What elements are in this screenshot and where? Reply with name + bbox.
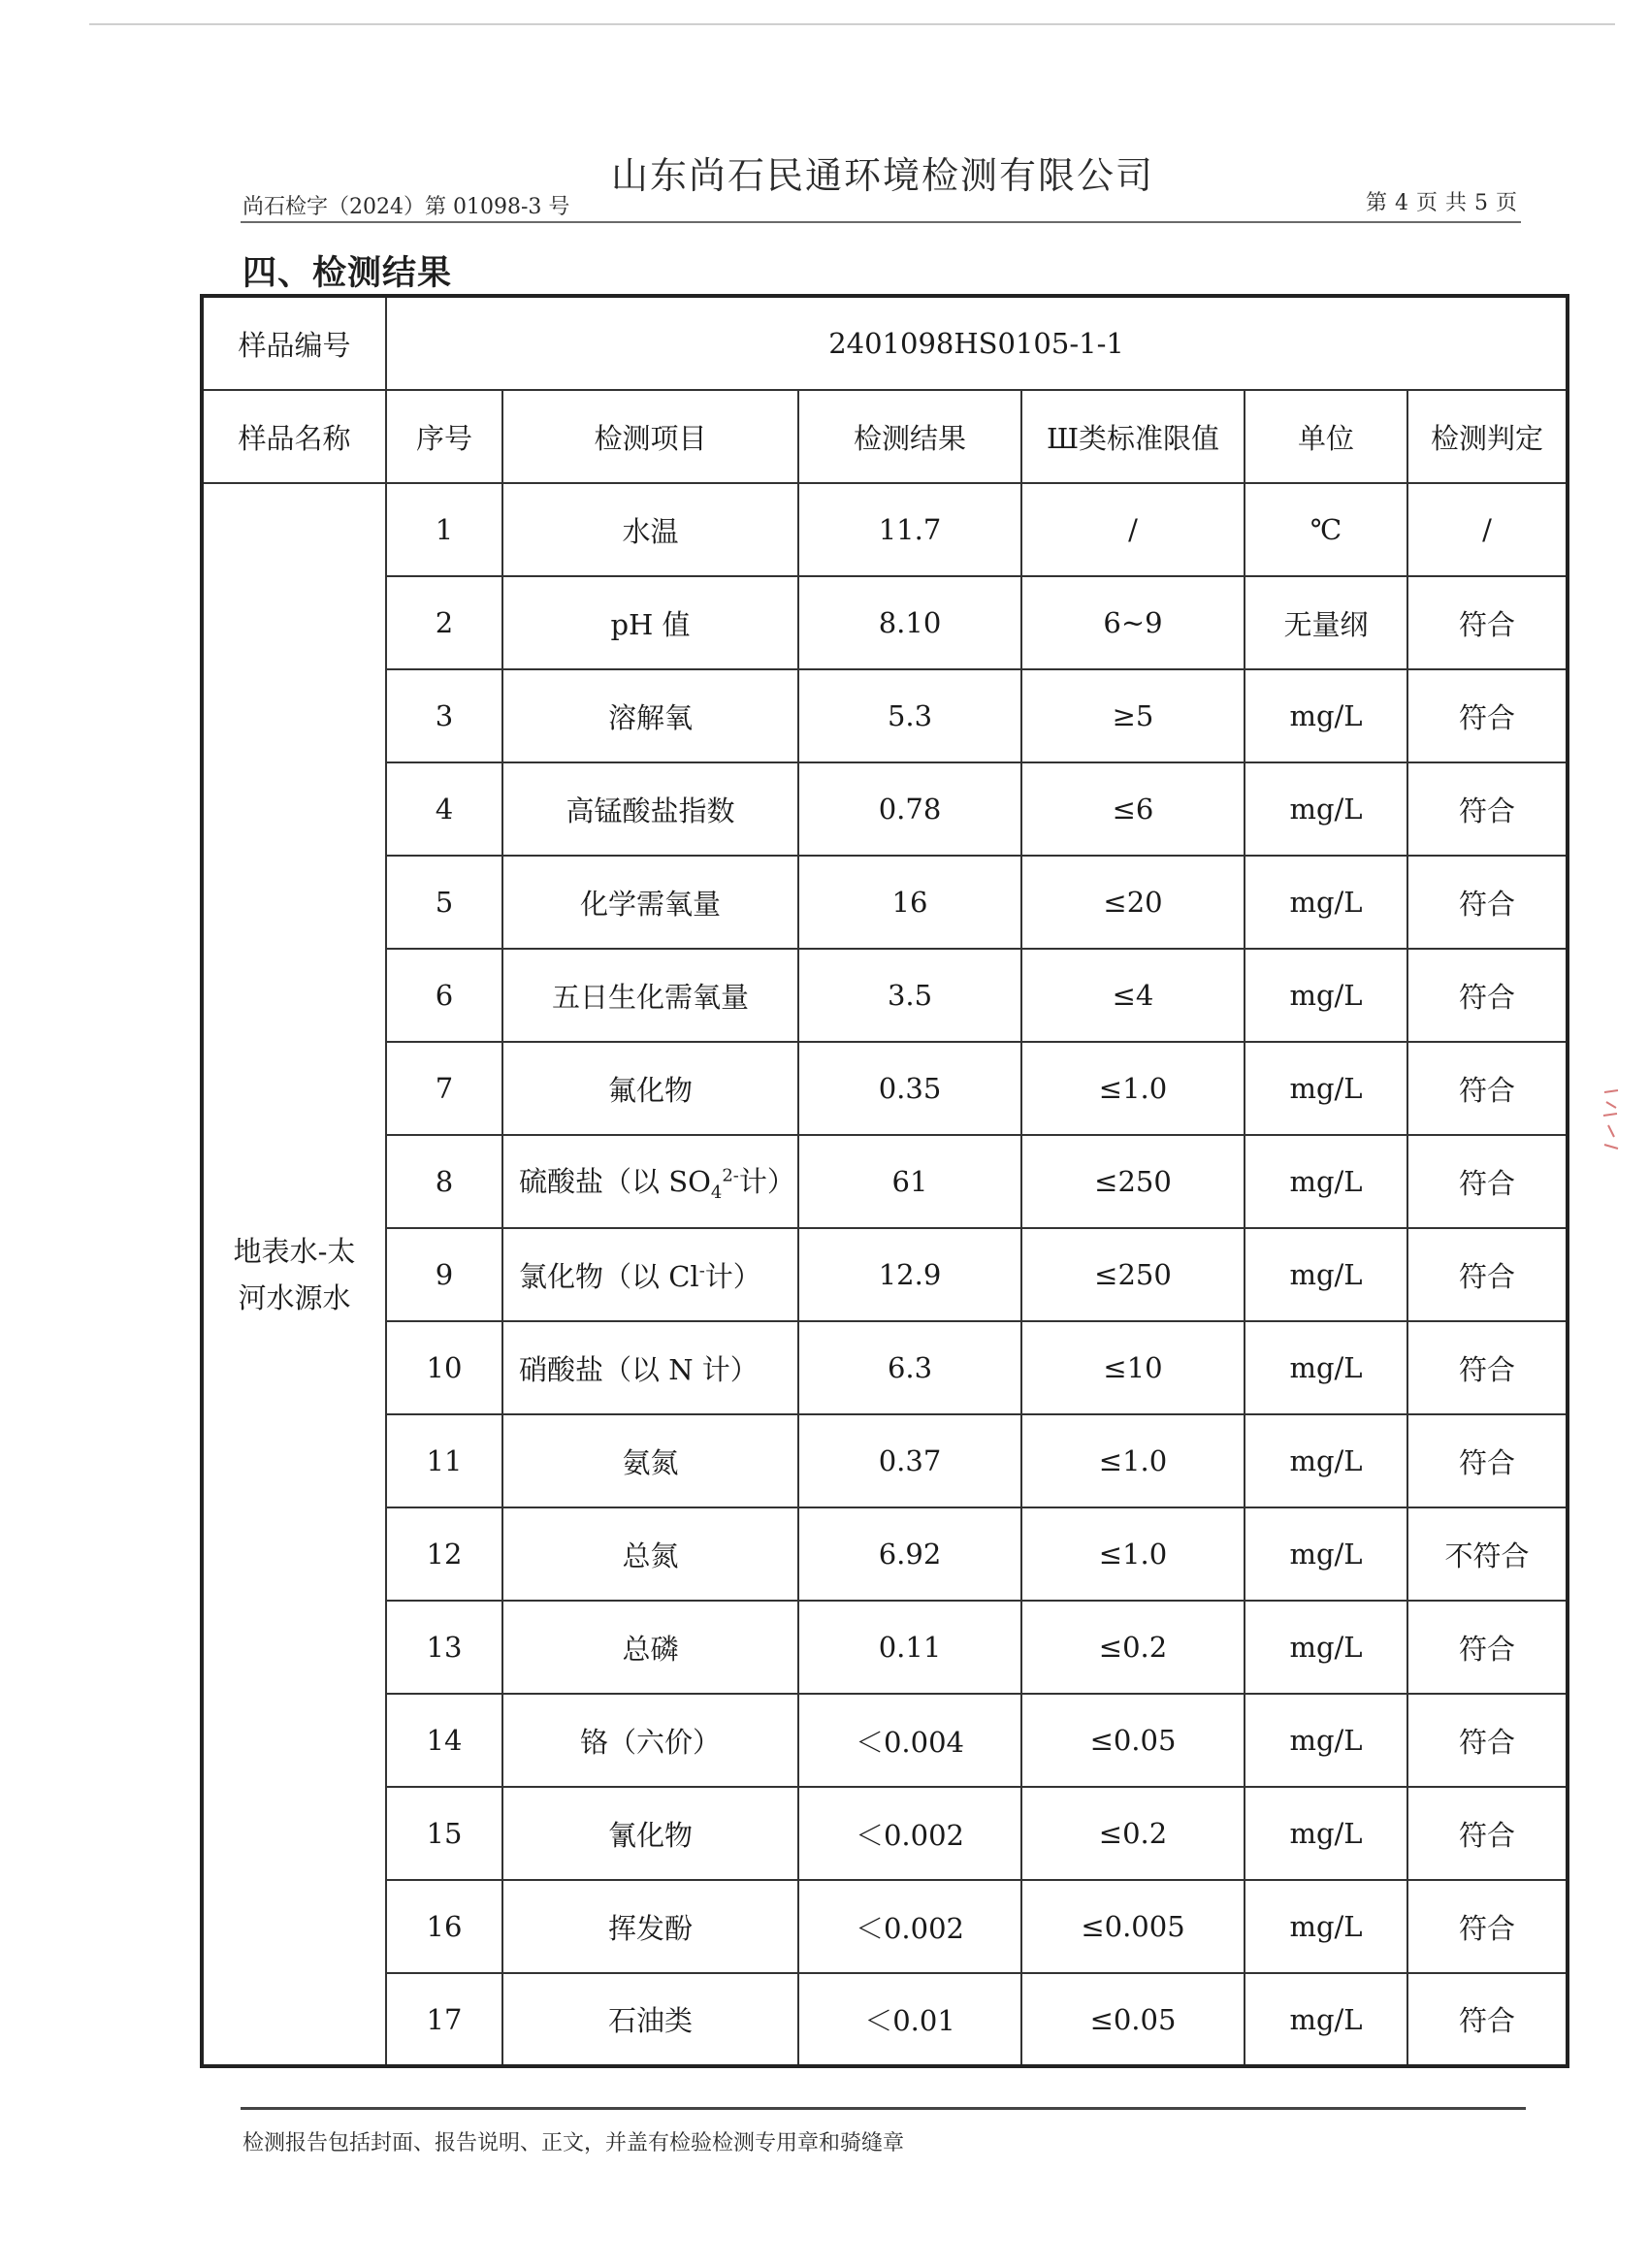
verdict-value: 符合	[1407, 1228, 1568, 1321]
verdict-value: 符合	[1407, 1787, 1568, 1880]
col-header-verdict: 检测判定	[1407, 390, 1568, 483]
result-value: ＜0.01	[798, 1973, 1021, 2066]
row-number: 17	[386, 1973, 502, 2066]
table-row	[202, 1042, 1568, 1135]
verdict-value: 符合	[1407, 1414, 1568, 1507]
verdict-value: 符合	[1407, 762, 1568, 856]
item-name: 氨氮	[502, 1414, 798, 1507]
limit-value: ≤0.2	[1021, 1601, 1245, 1694]
item-name	[502, 1135, 798, 1228]
result-value: 0.37	[798, 1414, 1021, 1507]
limit-value: ≤10	[1021, 1321, 1245, 1414]
verdict-value: 符合	[1407, 1694, 1568, 1787]
table-row	[202, 1694, 1568, 1787]
limit-value: ≤1.0	[1021, 1042, 1245, 1135]
limit-value: ≥5	[1021, 669, 1245, 762]
footer-note: 检测报告包括封面、报告说明、正文，并盖有检验检测专用章和骑缝章	[242, 2131, 905, 2155]
seal-edge-mark	[1600, 1086, 1622, 1154]
limit-value: ≤0.05	[1021, 1973, 1245, 2066]
unit-value: mg/L	[1245, 1601, 1407, 1694]
table-row	[202, 576, 1568, 669]
unit-value: mg/L	[1245, 856, 1407, 949]
result-value: 0.35	[798, 1042, 1021, 1135]
item-name: 化学需氧量	[502, 856, 798, 949]
sample-id-value: 2401098HS0105-1-1	[386, 296, 1568, 390]
item-name: 高锰酸盐指数	[502, 762, 798, 856]
limit-value: ≤1.0	[1021, 1507, 1245, 1601]
col-header-item: 检测项目	[502, 390, 798, 483]
row-number: 2	[386, 576, 502, 669]
verdict-value: 不符合	[1407, 1507, 1568, 1601]
col-header-sample-name: 样品名称	[202, 390, 386, 483]
result-value: 5.3	[798, 669, 1021, 762]
limit-value: ≤0.05	[1021, 1694, 1245, 1787]
unit-value: mg/L	[1245, 1507, 1407, 1601]
item-name: 氰化物	[502, 1787, 798, 1880]
page-total: 5	[1473, 191, 1488, 215]
unit-value: mg/L	[1245, 669, 1407, 762]
result-value: ＜0.004	[798, 1694, 1021, 1787]
table-row	[202, 1414, 1568, 1507]
item-name: pH 值	[502, 576, 798, 669]
page-label-prefix: 第	[1365, 191, 1387, 215]
table-row	[202, 669, 1568, 762]
verdict-value: 符合	[1407, 1135, 1568, 1228]
row-number: 5	[386, 856, 502, 949]
unit-value: mg/L	[1245, 1880, 1407, 1973]
result-value: 8.10	[798, 576, 1021, 669]
table-row	[202, 949, 1568, 1042]
result-value: 3.5	[798, 949, 1021, 1042]
limit-value: ≤250	[1021, 1135, 1245, 1228]
item-name: 铬（六价）	[502, 1694, 798, 1787]
item-name: 挥发酚	[502, 1880, 798, 1973]
limit-value: 6~9	[1021, 576, 1245, 669]
col-header-unit: 单位	[1245, 390, 1407, 483]
table-row	[202, 1973, 1568, 2066]
column-header-row	[202, 390, 1568, 483]
unit-value: mg/L	[1245, 762, 1407, 856]
limit-value: ≤0.005	[1021, 1880, 1245, 1973]
row-number: 7	[386, 1042, 502, 1135]
item-name: 水温	[502, 483, 798, 576]
row-number: 6	[386, 949, 502, 1042]
table-row	[202, 1601, 1568, 1694]
result-value: 12.9	[798, 1228, 1021, 1321]
unit-value: mg/L	[1245, 1228, 1407, 1321]
item-name: 总磷	[502, 1601, 798, 1694]
result-value: 0.78	[798, 762, 1021, 856]
item-name: 总氮	[502, 1507, 798, 1601]
row-number: 1	[386, 483, 502, 576]
verdict-value: 符合	[1407, 669, 1568, 762]
row-number: 12	[386, 1507, 502, 1601]
limit-value: ≤250	[1021, 1228, 1245, 1321]
col-header-result: 检测结果	[798, 390, 1021, 483]
company-name: 山东尚石民通环境检测有限公司	[610, 154, 1154, 197]
top-divider	[89, 23, 1615, 25]
table-row	[202, 856, 1568, 949]
row-number: 13	[386, 1601, 502, 1694]
unit-value: mg/L	[1245, 1414, 1407, 1507]
item-name: 五日生化需氧量	[502, 949, 798, 1042]
table-row	[202, 1228, 1568, 1321]
sample-name-line-2: 河水源水	[238, 1280, 351, 1314]
item-name-prefix: 硫酸盐（以 SO	[519, 1165, 711, 1199]
row-number: 8	[386, 1135, 502, 1228]
limit-value: ≤1.0	[1021, 1414, 1245, 1507]
result-value: ＜0.002	[798, 1880, 1021, 1973]
item-name	[502, 1228, 798, 1321]
limit-value: ≤20	[1021, 856, 1245, 949]
table-row	[202, 1787, 1568, 1880]
limit-value: /	[1021, 483, 1245, 576]
verdict-value: 符合	[1407, 1042, 1568, 1135]
page-indicator	[1362, 186, 1521, 216]
result-value: 11.7	[798, 483, 1021, 576]
unit-value: ℃	[1245, 483, 1407, 576]
verdict-value: 符合	[1407, 1880, 1568, 1973]
item-name: 石油类	[502, 1973, 798, 2066]
verdict-value: /	[1407, 483, 1568, 576]
verdict-value: 符合	[1407, 1973, 1568, 2066]
unit-value: mg/L	[1245, 1321, 1407, 1414]
page-label-total-prefix: 共	[1444, 191, 1467, 215]
result-value: 16	[798, 856, 1021, 949]
result-value: 0.11	[798, 1601, 1021, 1694]
row-number: 14	[386, 1694, 502, 1787]
verdict-value: 符合	[1407, 856, 1568, 949]
results-table	[200, 294, 1569, 2068]
report-number: 尚石检字（2024）第 01098-3 号	[242, 195, 570, 219]
item-name-superscript: 2-	[722, 1165, 739, 1186]
page-label-unit-2: 页	[1495, 191, 1517, 215]
footer-divider	[241, 2107, 1526, 2110]
row-number: 9	[386, 1228, 502, 1321]
verdict-value: 符合	[1407, 1321, 1568, 1414]
row-number: 15	[386, 1787, 502, 1880]
table-row	[202, 762, 1568, 856]
row-number: 10	[386, 1321, 502, 1414]
result-value: 6.92	[798, 1507, 1021, 1601]
row-number: 4	[386, 762, 502, 856]
sample-id-row	[202, 296, 1568, 390]
table-row	[202, 1321, 1568, 1414]
result-value: 6.3	[798, 1321, 1021, 1414]
table-row	[202, 1880, 1568, 1973]
row-number: 3	[386, 669, 502, 762]
limit-value: ≤4	[1021, 949, 1245, 1042]
verdict-value: 符合	[1407, 1601, 1568, 1694]
section-title: 四、检测结果	[242, 254, 453, 293]
item-name: 溶解氧	[502, 669, 798, 762]
limit-value: ≤0.2	[1021, 1787, 1245, 1880]
table-row	[202, 483, 1568, 576]
table-row	[202, 1135, 1568, 1228]
page-label-unit: 页	[1415, 191, 1438, 215]
table-row	[202, 1507, 1568, 1601]
item-name-suffix: 计）	[738, 1165, 795, 1199]
sample-name-line-1: 地表水-太	[233, 1234, 356, 1268]
col-header-no: 序号	[386, 390, 502, 483]
page-current: 4	[1394, 191, 1408, 215]
result-value: ＜0.002	[798, 1787, 1021, 1880]
item-name: 氟化物	[502, 1042, 798, 1135]
unit-value: mg/L	[1245, 1135, 1407, 1228]
unit-value: mg/L	[1245, 1973, 1407, 2066]
item-name-subscript: 4	[710, 1182, 723, 1203]
unit-value: mg/L	[1245, 1694, 1407, 1787]
item-name-suffix: 计）	[704, 1259, 761, 1293]
unit-value: 无量纲	[1245, 576, 1407, 669]
item-name-superscript: -	[698, 1259, 705, 1280]
row-number: 16	[386, 1880, 502, 1973]
sample-id-label: 样品编号	[202, 296, 386, 390]
col-header-limit: Ш类标准限值	[1021, 390, 1245, 483]
unit-value: mg/L	[1245, 949, 1407, 1042]
unit-value: mg/L	[1245, 1042, 1407, 1135]
verdict-value: 符合	[1407, 576, 1568, 669]
item-name-prefix: 氯化物（以 Cl	[519, 1259, 699, 1293]
row-number: 11	[386, 1414, 502, 1507]
item-name: 硝酸盐（以 N 计）	[502, 1321, 798, 1414]
result-value: 61	[798, 1135, 1021, 1228]
header-divider	[241, 221, 1521, 223]
unit-value: mg/L	[1245, 1787, 1407, 1880]
verdict-value: 符合	[1407, 949, 1568, 1042]
limit-value: ≤6	[1021, 762, 1245, 856]
sample-name-cell	[202, 483, 386, 2066]
